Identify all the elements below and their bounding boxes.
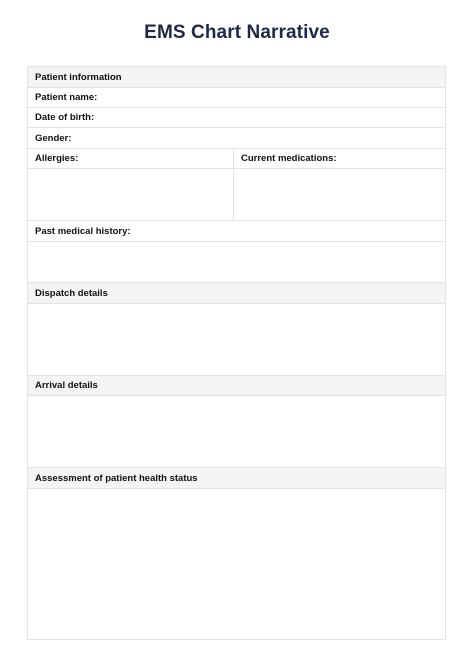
past-medical-history-row bbox=[28, 221, 445, 242]
allergies-medications-entry bbox=[28, 169, 445, 221]
gender-field[interactable] bbox=[28, 128, 445, 149]
patient-name-field[interactable] bbox=[28, 88, 445, 108]
ems-form bbox=[27, 66, 446, 640]
arrival-details-header bbox=[28, 376, 445, 396]
assessment-entry-area[interactable] bbox=[28, 489, 445, 639]
dispatch-details-entry-area[interactable] bbox=[28, 304, 445, 376]
dispatch-details-label: Dispatch details bbox=[35, 287, 108, 299]
gender-label: Gender: bbox=[35, 132, 72, 144]
past-medical-history-label: Past medical history: bbox=[35, 225, 131, 237]
allergies-label-cell bbox=[28, 149, 234, 168]
current-medications-entry-area[interactable] bbox=[234, 169, 445, 220]
assessment-label: Assessment of patient health status bbox=[35, 472, 198, 484]
page-title: EMS Chart Narrative bbox=[144, 22, 330, 43]
date-of-birth-label: Date of birth: bbox=[35, 112, 95, 123]
patient-name-label: Patient name: bbox=[35, 92, 98, 103]
arrival-details-entry-area[interactable] bbox=[28, 396, 445, 468]
date-of-birth-field[interactable] bbox=[28, 108, 445, 128]
allergies-medications-header bbox=[28, 149, 445, 169]
assessment-header bbox=[28, 468, 445, 489]
arrival-details-label: Arrival details bbox=[35, 380, 98, 391]
allergies-label: Allergies: bbox=[35, 153, 79, 164]
past-medical-history-entry-area[interactable] bbox=[28, 242, 445, 283]
patient-information-header bbox=[28, 67, 445, 88]
current-medications-label: Current medications: bbox=[241, 153, 337, 164]
current-medications-label-cell bbox=[234, 149, 445, 168]
allergies-entry-area[interactable] bbox=[28, 169, 234, 220]
dispatch-details-header bbox=[28, 283, 445, 304]
patient-information-label: Patient information bbox=[35, 71, 122, 83]
